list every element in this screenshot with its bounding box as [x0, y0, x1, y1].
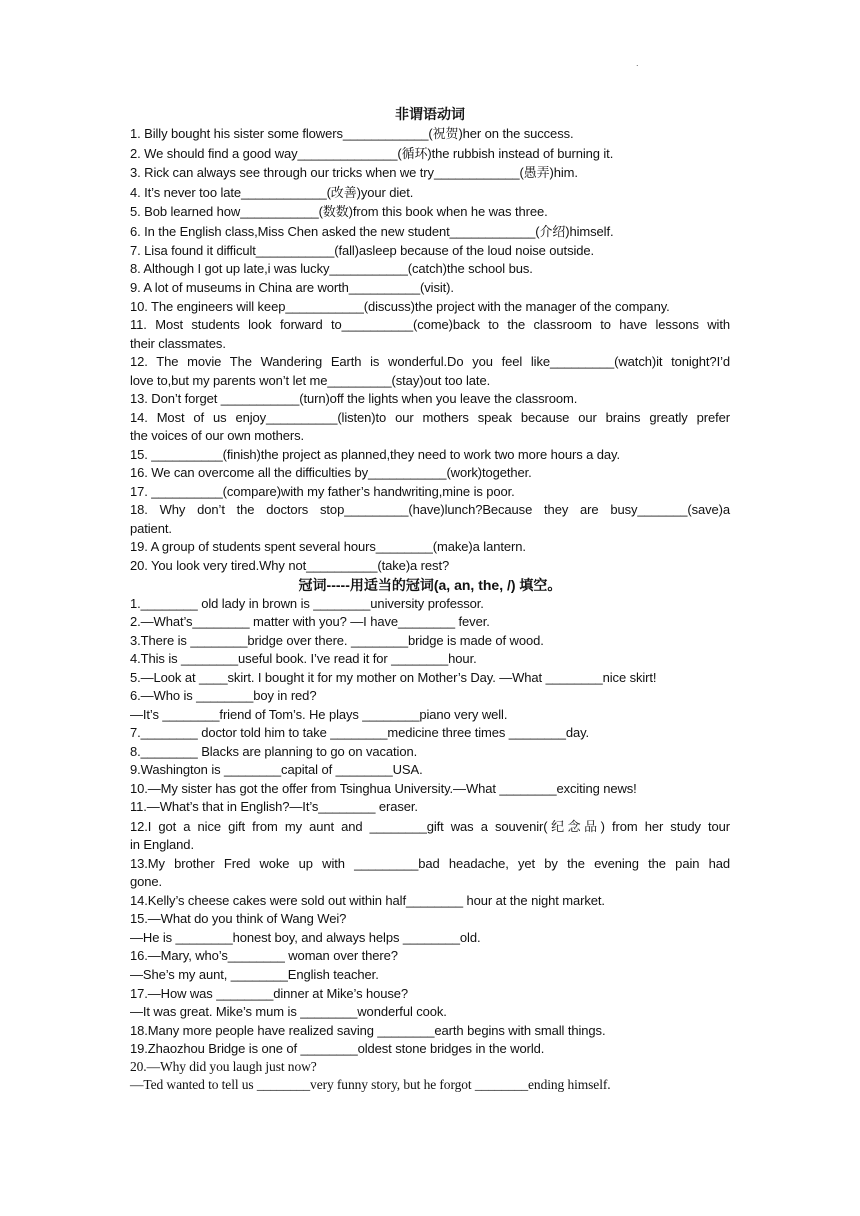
exercise-line: 15. __________(finish)the project as planned,they need to work two more hours a day. [130, 447, 621, 462]
exercise-line: 4. It’s never too late____________(改善)your diet. [130, 185, 414, 200]
exercise-line: 4.This is ________useful book. I’ve read it for ________hour. [130, 651, 477, 666]
exercise-line: 18.Many more people have realized saving ________earth begins with small things. [130, 1023, 606, 1038]
exercise-line: love to,but my parents won’t let me_________(stay)out too late. [130, 373, 491, 388]
exercise-line: 8.________ Blacks are planning to go on vacation. [130, 744, 418, 759]
exercise-line: 19.Zhaozhou Bridge is one of ________oldest stone bridges in the world. [130, 1041, 545, 1056]
exercise-line: 13. Don’t forget ___________(turn)off the lights when you leave the classroom. [130, 391, 578, 406]
exercise-line: 15.—What do you think of Wang Wei? [130, 911, 347, 926]
exercise-line: 13.My brother Fred woke up with _________bad headache, yet by the evening the pain had [130, 856, 730, 871]
exercise-line: 7.________ doctor told him to take ________medicine three times ________day. [130, 725, 590, 740]
exercise-line: 2. We should find a good way______________(循环)the rubbish instead of burning it. [130, 146, 614, 161]
exercise-line: 14. Most of us enjoy__________(listen)to our mothers speak because our brains greatly prefer [130, 410, 730, 425]
exercise-line: 1. Billy bought his sister some flowers____________(祝贺)her on the success. [130, 126, 574, 141]
exercise-line: 6.—Who is ________boy in red? [130, 688, 317, 703]
exercise-line: 7. Lisa found it difficult___________(fall)asleep because of the loud noise outside. [130, 243, 595, 258]
exercise-line: —She’s my aunt, ________English teacher. [130, 967, 379, 982]
exercise-line: their classmates. [130, 336, 226, 351]
exercise-line: —He is ________honest boy, and always helps ________old. [130, 930, 481, 945]
corner-mark: . [636, 58, 639, 68]
section-title-nonfinite-verbs: 非谓语动词 [395, 106, 465, 122]
exercise-line: 14.Kelly’s cheese cakes were sold out within half________ hour at the night market. [130, 893, 605, 908]
exercise-line: 17.—How was ________dinner at Mike’s house? [130, 986, 409, 1001]
exercise-line: gone. [130, 874, 163, 889]
exercise-line: 10.—My sister has got the offer from Tsinghua University.—What ________exciting news! [130, 781, 637, 796]
exercise-line: 5. Bob learned how___________(数数)from this book when he was three. [130, 204, 548, 219]
exercise-line: patient. [130, 521, 172, 536]
exercise-line: 9.Washington is ________capital of ________USA. [130, 762, 423, 777]
exercise-line: 2.—What’s________ matter with you? —I have________ fever. [130, 614, 490, 629]
exercise-line: the voices of our own mothers. [130, 428, 305, 443]
exercise-line: 20. You look very tired.Why not__________(take)a rest? [130, 558, 450, 573]
section-title-articles: 冠词-----用适当的冠词(a, an, the, /) 填空。 [298, 577, 562, 593]
exercise-line: —It’s ________friend of Tom’s. He plays ________piano very well. [130, 707, 508, 722]
exercise-line: 9. A lot of museums in China are worth__________(visit). [130, 280, 454, 295]
exercise-line: 16. We can overcome all the difficulties by___________(work)together. [130, 465, 532, 480]
exercise-line: 20.—Why did you laugh just now? [130, 1059, 317, 1074]
exercise-line: 11. Most students look forward to__________(come)back to the classroom to have lessons with [130, 317, 730, 332]
exercise-line: 16.—Mary, who’s________ woman over there? [130, 948, 398, 963]
exercise-line: 19. A group of students spent several hours________(make)a lantern. [130, 539, 526, 554]
exercise-line: in England. [130, 837, 194, 852]
exercise-line: —It was great. Mike’s mum is ________wonderful cook. [130, 1004, 447, 1019]
exercise-line: 3. Rick can always see through our tricks when we try____________(愚弄)him. [130, 165, 578, 180]
exercise-line: —Ted wanted to tell us ________very funny story, but he forgot ________ending himself. [130, 1077, 611, 1092]
exercise-line: 11.—What’s that in English?—It’s________ eraser. [130, 799, 418, 814]
exercise-line: 12.I got a nice gift from my aunt and ________gift was a souvenir(纪念品) from her study tour [130, 819, 730, 834]
exercise-line: 5.—Look at ____skirt. I bought it for my mother on Mother’s Day. —What ________nice skirt! [130, 670, 657, 685]
exercise-line: 8. Although I got up late,i was lucky___________(catch)the school bus. [130, 261, 533, 276]
exercise-line: 12. The movie The Wandering Earth is wonderful.Do you feel like_________(watch)it tonight?I’d [130, 354, 730, 369]
exercise-line: 3.There is ________bridge over there. ________bridge is made of wood. [130, 633, 544, 648]
exercise-line: 18. Why don’t the doctors stop_________(have)lunch?Because they are busy_______(save)a [130, 502, 730, 517]
exercise-line: 17. __________(compare)with my father’s handwriting,mine is poor. [130, 484, 515, 499]
exercise-line: 1.________ old lady in brown is ________university professor. [130, 596, 484, 611]
exercise-line: 6. In the English class,Miss Chen asked the new student____________(介绍)himself. [130, 224, 614, 239]
exercise-line: 10. The engineers will keep___________(discuss)the project with the manager of the company. [130, 299, 670, 314]
